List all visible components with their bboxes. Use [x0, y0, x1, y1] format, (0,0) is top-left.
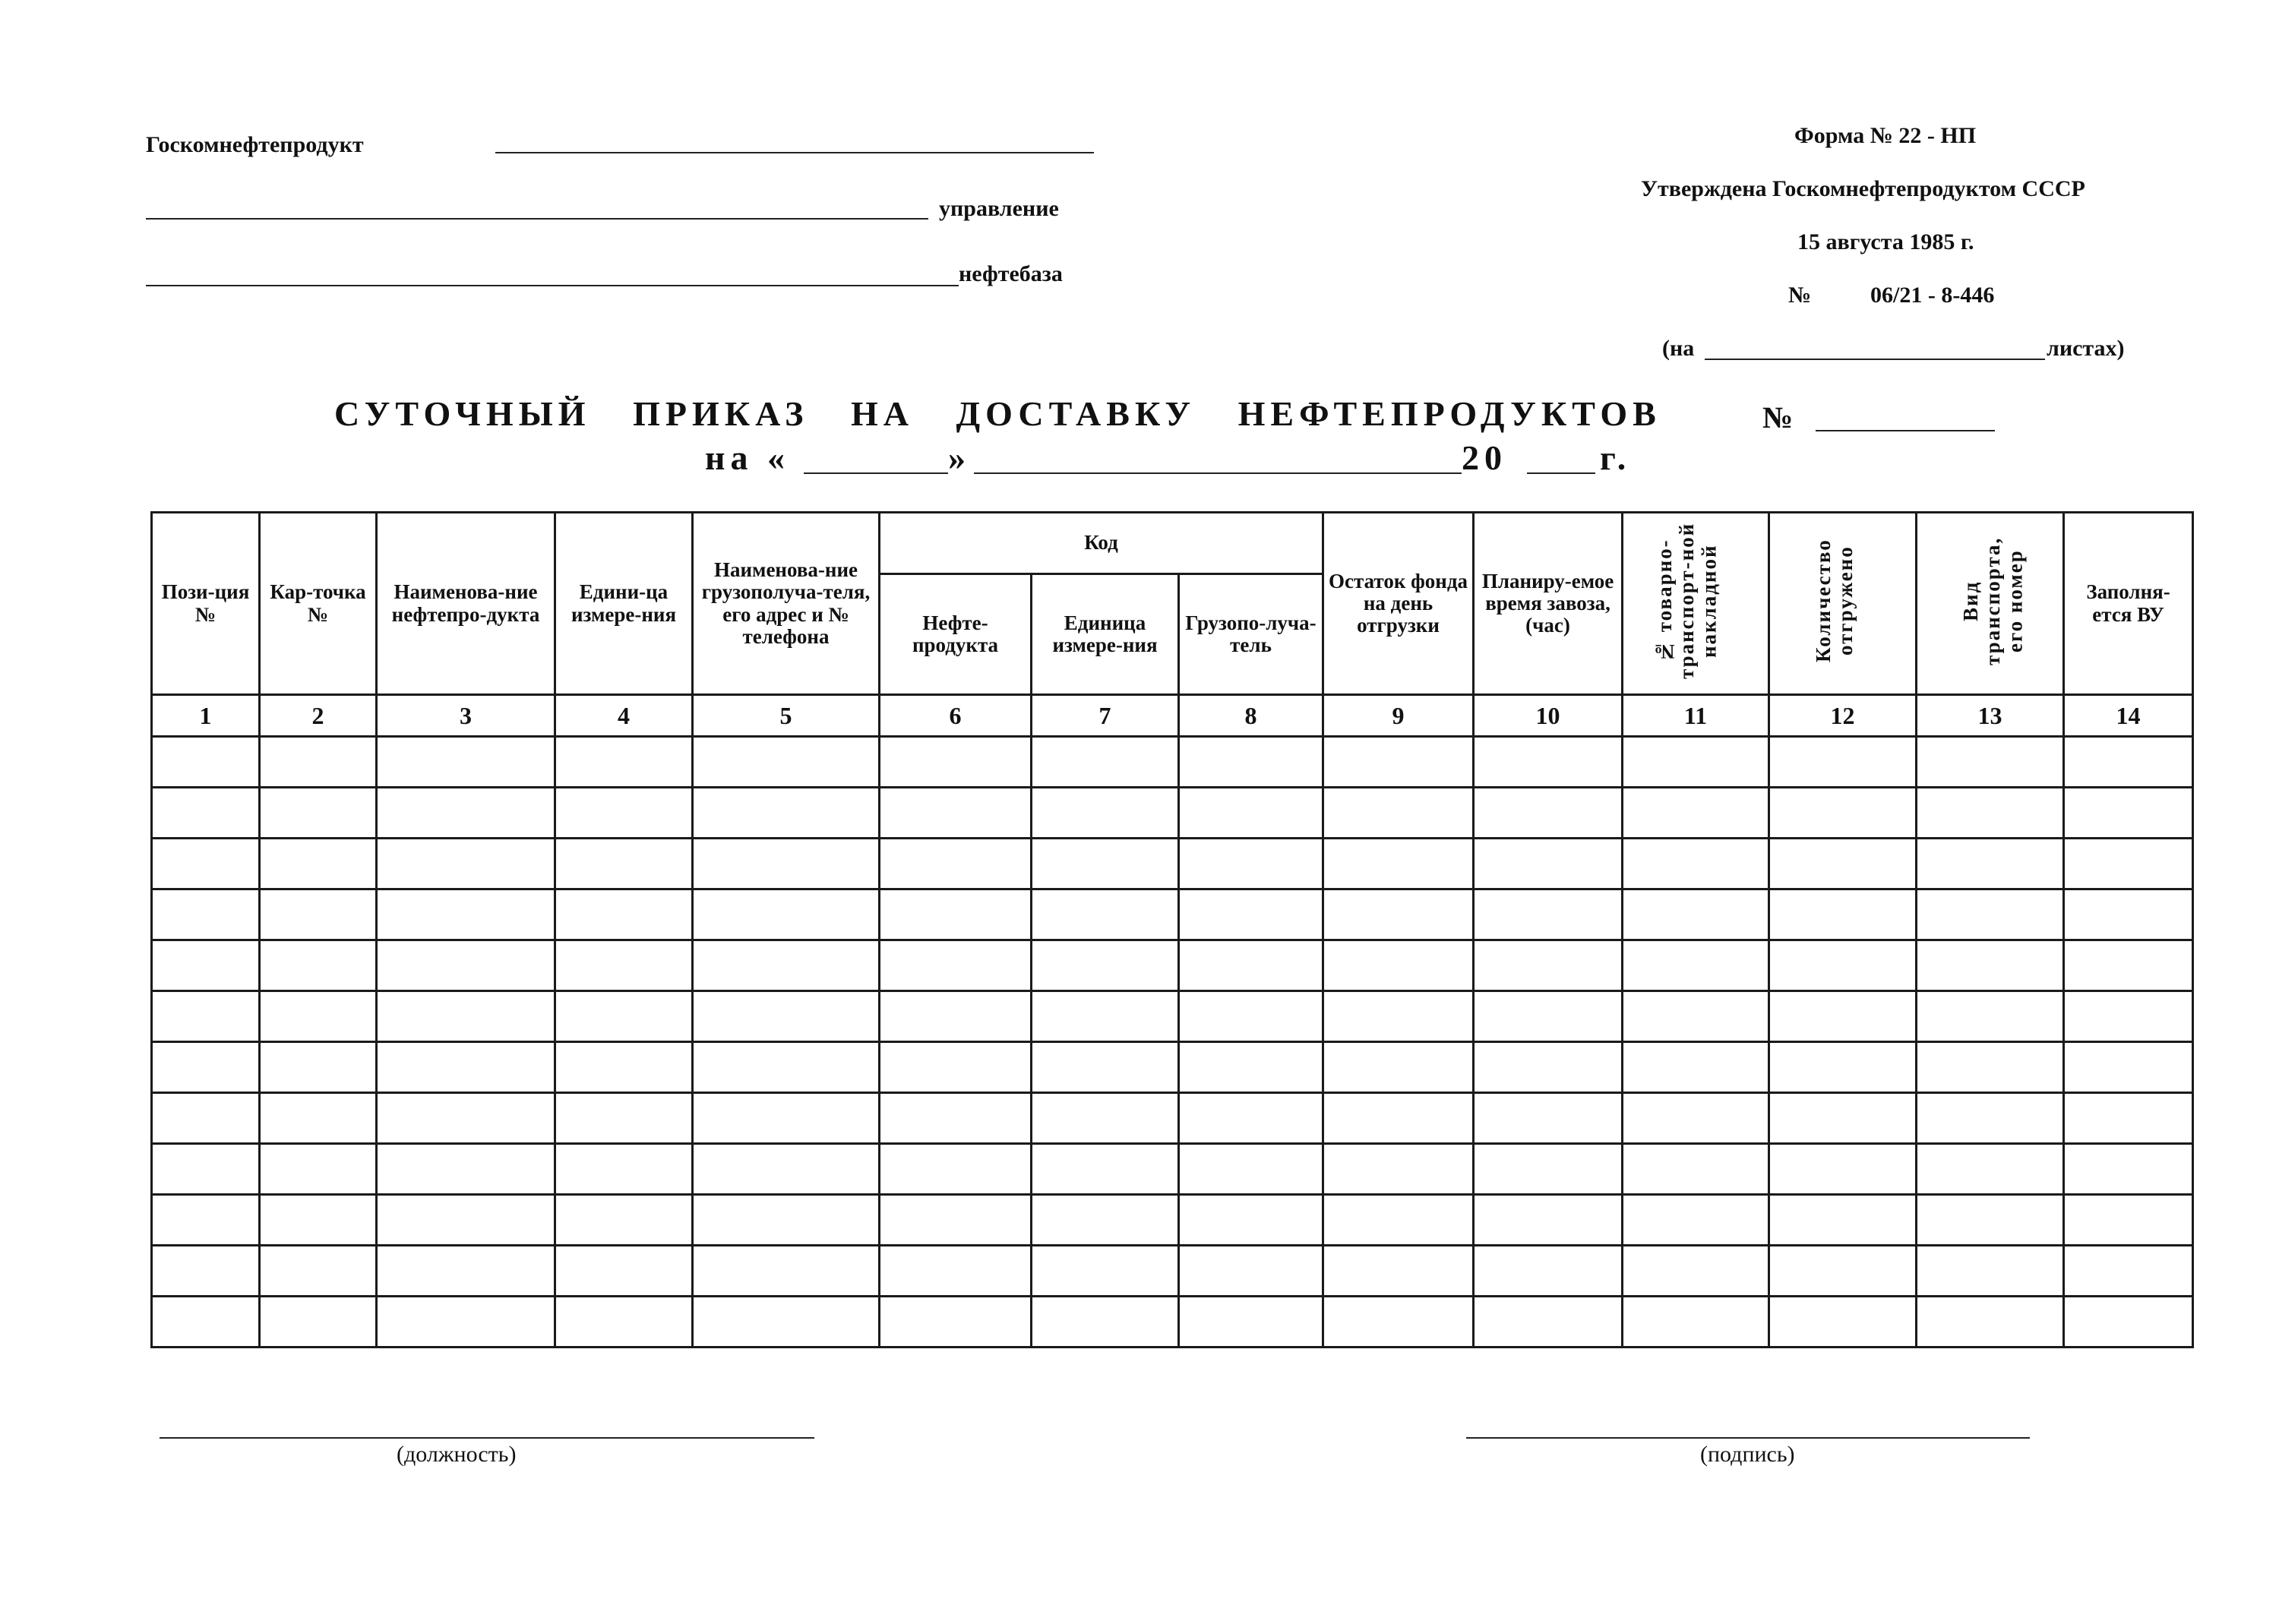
org-field[interactable]	[495, 152, 1094, 153]
table-cell[interactable]	[693, 1246, 880, 1297]
table-cell[interactable]	[555, 1144, 693, 1195]
table-cell[interactable]	[880, 991, 1032, 1042]
table-cell[interactable]	[693, 737, 880, 788]
day-field[interactable]	[804, 472, 948, 474]
col-header-waybill-text: № товарно-транспорт-ной накладной	[1653, 523, 1721, 680]
table-cell[interactable]	[1623, 1195, 1769, 1246]
table-cell[interactable]	[880, 1042, 1032, 1093]
year-field[interactable]	[1527, 472, 1595, 474]
table-cell[interactable]	[1179, 839, 1323, 889]
table-cell[interactable]	[1323, 991, 1474, 1042]
table-cell[interactable]	[1323, 1093, 1474, 1144]
table-cell[interactable]	[1917, 737, 2064, 788]
table-cell[interactable]	[693, 991, 880, 1042]
table-cell[interactable]	[1179, 1297, 1323, 1348]
col-header-transport	[1917, 513, 2064, 695]
table-cell[interactable]	[555, 788, 693, 839]
table-cell[interactable]	[1032, 1297, 1179, 1348]
table-cell[interactable]	[1623, 1042, 1769, 1093]
table-cell[interactable]	[555, 1195, 693, 1246]
table-cell[interactable]	[1179, 940, 1323, 991]
table-cell[interactable]	[1474, 1042, 1623, 1093]
table-cell[interactable]	[1917, 940, 2064, 991]
table-cell[interactable]	[1623, 1093, 1769, 1144]
table-cell[interactable]	[260, 940, 377, 991]
table-cell[interactable]	[693, 940, 880, 991]
table-cell[interactable]	[1917, 991, 2064, 1042]
table-cell[interactable]	[1474, 940, 1623, 991]
table-row	[152, 940, 2193, 991]
table-cell[interactable]	[260, 1297, 377, 1348]
table-cell[interactable]	[1032, 940, 1179, 991]
table-cell[interactable]	[1769, 1042, 1917, 1093]
col-group-code: Код	[880, 513, 1323, 574]
col-number: 10	[1474, 695, 1623, 737]
table-cell[interactable]	[152, 940, 260, 991]
col-number: 4	[555, 695, 693, 737]
table-cell[interactable]	[260, 737, 377, 788]
table-cell[interactable]	[555, 940, 693, 991]
approval-date: 15 августа 1985 г.	[1797, 229, 1974, 254]
table-cell[interactable]	[1769, 788, 1917, 839]
table-cell[interactable]	[1474, 1144, 1623, 1195]
table-cell[interactable]	[1179, 1093, 1323, 1144]
month-field[interactable]	[974, 472, 1462, 474]
table-cell[interactable]	[1623, 991, 1769, 1042]
order-number-sign: №	[1762, 400, 1794, 434]
table-cell[interactable]	[2064, 1195, 2193, 1246]
table-cell[interactable]	[152, 1297, 260, 1348]
table-cell[interactable]	[1323, 839, 1474, 889]
table-cell[interactable]	[1179, 1144, 1323, 1195]
table-cell[interactable]	[1769, 1297, 1917, 1348]
col-header-code-product: Нефте-продукта	[880, 574, 1032, 695]
table-row	[152, 737, 2193, 788]
table-cell[interactable]	[2064, 1144, 2193, 1195]
table-cell[interactable]	[260, 991, 377, 1042]
table-cell[interactable]	[152, 1144, 260, 1195]
table-row	[152, 1093, 2193, 1144]
table-cell[interactable]	[880, 1246, 1032, 1297]
table-cell[interactable]	[377, 788, 555, 839]
col-header-quantity	[1769, 513, 1917, 695]
col-header-planned-time: Планиру-емое время завоза, (час)	[1474, 513, 1623, 695]
table-cell[interactable]	[1179, 1042, 1323, 1093]
col-number: 11	[1623, 695, 1769, 737]
table-cell[interactable]	[880, 839, 1032, 889]
form-number: Форма № 22 - НП	[1794, 123, 1977, 148]
table-cell[interactable]	[1032, 788, 1179, 839]
table-cell[interactable]	[1032, 737, 1179, 788]
table-cell[interactable]	[693, 1042, 880, 1093]
table-cell[interactable]	[1032, 991, 1179, 1042]
table-cell[interactable]	[377, 1195, 555, 1246]
table-cell[interactable]	[693, 839, 880, 889]
table-cell[interactable]	[152, 839, 260, 889]
table-cell[interactable]	[152, 1195, 260, 1246]
delivery-order-table	[150, 511, 2194, 1348]
table-cell[interactable]	[2064, 940, 2193, 991]
table-cell[interactable]	[1623, 737, 1769, 788]
table-cell[interactable]	[1917, 889, 2064, 940]
table-cell[interactable]	[1623, 1297, 1769, 1348]
table-cell[interactable]	[260, 1093, 377, 1144]
col-header-code-consignee: Грузопо-луча-тель	[1179, 574, 1323, 695]
col-header-code-unit: Единица измере-ния	[1032, 574, 1179, 695]
table-cell[interactable]	[1323, 1195, 1474, 1246]
table-cell[interactable]	[377, 737, 555, 788]
table-cell[interactable]	[1323, 1297, 1474, 1348]
table-cell[interactable]	[1917, 839, 2064, 889]
table-cell[interactable]	[260, 1246, 377, 1297]
col-number: 6	[880, 695, 1032, 737]
sheets-prefix: (на	[1662, 336, 1695, 361]
table-row	[152, 1246, 2193, 1297]
table-cell[interactable]	[377, 1093, 555, 1144]
table-cell[interactable]	[555, 1093, 693, 1144]
table-cell[interactable]	[152, 737, 260, 788]
table-cell[interactable]	[1769, 1093, 1917, 1144]
table-cell[interactable]	[1917, 1093, 2064, 1144]
table-cell[interactable]	[1917, 1246, 2064, 1297]
table-cell[interactable]	[1179, 788, 1323, 839]
table-cell[interactable]	[1323, 1042, 1474, 1093]
table-cell[interactable]	[693, 889, 880, 940]
table-cell[interactable]	[1769, 1144, 1917, 1195]
table-cell[interactable]	[377, 940, 555, 991]
table-cell[interactable]	[1179, 889, 1323, 940]
table-row	[152, 889, 2193, 940]
table-cell[interactable]	[152, 1042, 260, 1093]
table-cell[interactable]	[1623, 788, 1769, 839]
management-label: управление	[939, 196, 1059, 221]
table-cell[interactable]	[1474, 889, 1623, 940]
table-cell[interactable]	[1323, 788, 1474, 839]
depot-label: нефтебаза	[959, 261, 1063, 286]
table-cell[interactable]	[377, 1246, 555, 1297]
table-cell[interactable]	[1323, 737, 1474, 788]
table-cell[interactable]	[1623, 1144, 1769, 1195]
table-cell[interactable]	[1623, 839, 1769, 889]
table-cell[interactable]	[1474, 1195, 1623, 1246]
table-cell[interactable]	[377, 1297, 555, 1348]
table-cell[interactable]	[1323, 1246, 1474, 1297]
col-number: 8	[1179, 695, 1323, 737]
table-cell[interactable]	[880, 1144, 1032, 1195]
org-label: Госкомнефтепродукт	[146, 132, 364, 157]
table-cell[interactable]	[1032, 1042, 1179, 1093]
table-cell[interactable]	[260, 1042, 377, 1093]
management-field[interactable]	[146, 218, 928, 220]
table-cell[interactable]	[880, 1093, 1032, 1144]
date-on-label: на «	[705, 438, 791, 477]
table-cell[interactable]	[2064, 1042, 2193, 1093]
table-cell[interactable]	[1474, 839, 1623, 889]
sheets-field[interactable]	[1705, 359, 2045, 360]
table-cell[interactable]	[1179, 991, 1323, 1042]
table-cell[interactable]	[260, 1144, 377, 1195]
col-number: 9	[1323, 695, 1474, 737]
col-number: 14	[2064, 695, 2193, 737]
table-cell[interactable]	[1323, 1144, 1474, 1195]
position-signature-line[interactable]	[160, 1437, 814, 1439]
table-cell[interactable]	[1323, 940, 1474, 991]
table-row	[152, 991, 2193, 1042]
table-cell[interactable]	[1769, 940, 1917, 991]
table-cell[interactable]	[1179, 1246, 1323, 1297]
year-suffix: г.	[1600, 438, 1632, 477]
table-cell[interactable]	[1917, 1297, 2064, 1348]
table-cell[interactable]	[880, 788, 1032, 839]
table-cell[interactable]	[880, 737, 1032, 788]
table-cell[interactable]	[1623, 1246, 1769, 1297]
table-cell[interactable]	[880, 1297, 1032, 1348]
col-number: 7	[1032, 695, 1179, 737]
table-row	[152, 839, 2193, 889]
table-cell[interactable]	[1769, 839, 1917, 889]
table-cell[interactable]	[1179, 737, 1323, 788]
table-cell[interactable]	[1474, 788, 1623, 839]
table-cell[interactable]	[1474, 737, 1623, 788]
table-cell[interactable]	[1032, 889, 1179, 940]
table-cell[interactable]	[1474, 1297, 1623, 1348]
col-header-consignee: Наименова-ние грузополуча-теля, его адрес и № телефона	[693, 513, 880, 695]
table-cell[interactable]	[555, 737, 693, 788]
signature-label: (подпись)	[1700, 1442, 1795, 1467]
table-cell[interactable]	[260, 788, 377, 839]
table-cell[interactable]	[260, 1195, 377, 1246]
table-cell[interactable]	[152, 991, 260, 1042]
table-cell[interactable]	[1474, 1093, 1623, 1144]
number-sign: №	[1788, 283, 1812, 308]
table-cell[interactable]	[1769, 991, 1917, 1042]
col-number: 13	[1917, 695, 2064, 737]
table-cell[interactable]	[693, 1144, 880, 1195]
col-header-fund-balance: Остаток фонда на день отгрузки	[1323, 513, 1474, 695]
table-cell[interactable]	[1769, 1246, 1917, 1297]
position-label: (должность)	[397, 1442, 517, 1467]
approved-by: Утверждена Госкомнефтепродуктом СССР	[1641, 176, 2085, 201]
table-cell[interactable]	[1179, 1195, 1323, 1246]
table-cell[interactable]	[152, 1093, 260, 1144]
table-cell[interactable]	[260, 889, 377, 940]
table-cell[interactable]	[1323, 889, 1474, 940]
col-number: 1	[152, 695, 260, 737]
table-cell[interactable]	[693, 1297, 880, 1348]
depot-field[interactable]	[146, 285, 959, 286]
table-cell[interactable]	[377, 889, 555, 940]
column-numbers-row	[152, 695, 2193, 737]
table-cell[interactable]	[555, 839, 693, 889]
table-cell[interactable]	[377, 991, 555, 1042]
col-header-card: Кар-точка №	[260, 513, 377, 695]
col-number: 12	[1769, 695, 1917, 737]
table-cell[interactable]	[555, 1042, 693, 1093]
table-row	[152, 1195, 2193, 1246]
table-cell[interactable]	[377, 1144, 555, 1195]
col-header-position: Пози-ция №	[152, 513, 260, 695]
table-cell[interactable]	[693, 1093, 880, 1144]
table-cell[interactable]	[1623, 940, 1769, 991]
table-row	[152, 788, 2193, 839]
table-cell[interactable]	[555, 991, 693, 1042]
table-cell[interactable]	[2064, 839, 2193, 889]
table-cell[interactable]	[1769, 1195, 1917, 1246]
order-number-field[interactable]	[1816, 430, 1995, 431]
table-cell[interactable]	[1917, 1042, 2064, 1093]
col-header-transport-text: Вид транспорта, его номер	[1958, 536, 2026, 666]
table-cell[interactable]	[1032, 1093, 1179, 1144]
col-header-quantity-text: Количество отгружено	[1811, 539, 1857, 663]
document-title: СУТОЧНЫЙ ПРИКАЗ НА ДОСТАВКУ НЕФТЕПРОДУКТОВ	[334, 394, 1661, 433]
col-header-waybill	[1623, 513, 1769, 695]
table-cell[interactable]	[2064, 1246, 2193, 1297]
table-row	[152, 1042, 2193, 1093]
table-cell[interactable]	[1623, 889, 1769, 940]
table-row	[152, 1297, 2193, 1348]
col-header-product-name: Наименова-ние нефтепро-дукта	[377, 513, 555, 695]
table-cell[interactable]	[2064, 788, 2193, 839]
date-quote-close: »	[948, 438, 971, 477]
table-cell[interactable]	[152, 788, 260, 839]
table-cell[interactable]	[1032, 1195, 1179, 1246]
table-cell[interactable]	[880, 1195, 1032, 1246]
table-cell[interactable]	[1917, 788, 2064, 839]
table-cell[interactable]	[880, 889, 1032, 940]
table-cell[interactable]	[2064, 1093, 2193, 1144]
table-cell[interactable]	[1032, 839, 1179, 889]
col-number: 5	[693, 695, 880, 737]
sheets-suffix: листах)	[2047, 336, 2125, 361]
table-cell[interactable]	[152, 889, 260, 940]
table-cell[interactable]	[1917, 1195, 2064, 1246]
table-cell[interactable]	[555, 1297, 693, 1348]
table-cell[interactable]	[1917, 1144, 2064, 1195]
table-cell[interactable]	[1032, 1246, 1179, 1297]
col-number: 2	[260, 695, 377, 737]
table-cell[interactable]	[2064, 889, 2193, 940]
table-cell[interactable]	[693, 1195, 880, 1246]
table-cell[interactable]	[2064, 737, 2193, 788]
table-row	[152, 1144, 2193, 1195]
table-cell[interactable]	[2064, 991, 2193, 1042]
table-cell[interactable]	[2064, 1297, 2193, 1348]
table-cell[interactable]	[693, 788, 880, 839]
table-cell[interactable]	[152, 1246, 260, 1297]
table-cell[interactable]	[1474, 1246, 1623, 1297]
col-header-filled-by: Заполня-ется ВУ	[2064, 513, 2193, 695]
table-cell[interactable]	[555, 889, 693, 940]
year-prefix: 20	[1462, 438, 1507, 477]
col-header-unit: Едини-ца измере-ния	[555, 513, 693, 695]
table-cell[interactable]	[555, 1246, 693, 1297]
approval-number: 06/21 - 8-446	[1870, 283, 1995, 308]
table-cell[interactable]	[1769, 889, 1917, 940]
table-cell[interactable]	[1769, 737, 1917, 788]
table-cell[interactable]	[880, 940, 1032, 991]
table-cell[interactable]	[260, 839, 377, 889]
table-cell[interactable]	[1474, 991, 1623, 1042]
signature-line[interactable]	[1466, 1437, 2030, 1439]
col-number: 3	[377, 695, 555, 737]
table-cell[interactable]	[1032, 1144, 1179, 1195]
table-cell[interactable]	[377, 1042, 555, 1093]
table-cell[interactable]	[377, 839, 555, 889]
